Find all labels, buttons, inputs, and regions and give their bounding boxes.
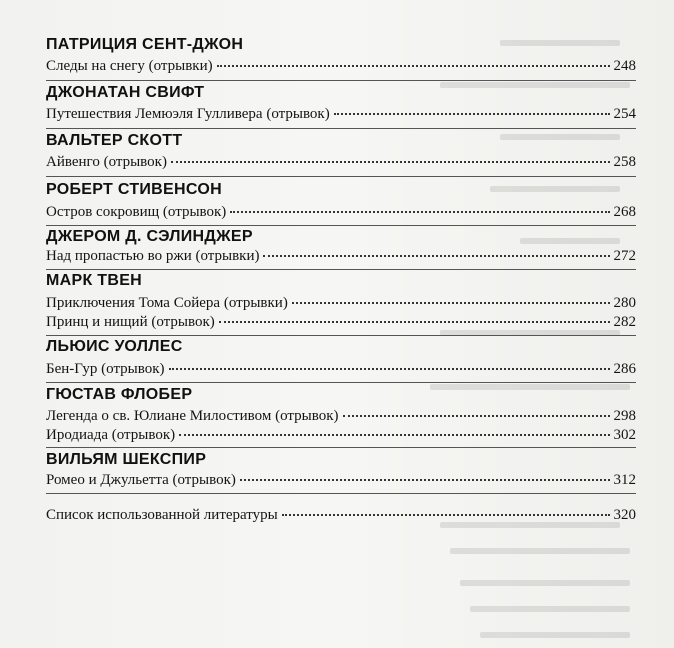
entry-page-number: 312 xyxy=(613,472,636,488)
leader-dots xyxy=(219,321,610,323)
toc-entry-bibliography[interactable] xyxy=(46,507,636,524)
toc-entry[interactable] xyxy=(46,58,636,75)
author-heading: МАРК ТВЕН xyxy=(46,272,143,289)
leader-dots xyxy=(240,479,610,481)
entry-title: Бен-Гур (отрывок) xyxy=(46,361,165,377)
leader-dots xyxy=(282,514,610,516)
divider xyxy=(46,382,636,383)
divider xyxy=(46,176,636,177)
entry-title: Легенда о св. Юлиане Милостивом (отрывок) xyxy=(46,408,339,424)
toc-entry[interactable] xyxy=(46,106,636,123)
author-heading: ВИЛЬЯМ ШЕКСПИР xyxy=(46,451,207,468)
entry-title: Следы на снегу (отрывки) xyxy=(46,58,213,74)
author-heading: ГЮСТАВ ФЛОБЕР xyxy=(46,386,193,403)
leader-dots xyxy=(230,211,609,213)
leader-dots xyxy=(343,415,610,417)
entry-title: Путешествия Лемюэля Гулливера (отрывок) xyxy=(46,106,330,122)
entry-page-number: 302 xyxy=(613,427,636,443)
toc-entry[interactable] xyxy=(46,408,636,425)
entry-title: Над пропастью во ржи (отрывки) xyxy=(46,248,260,264)
entry-page-number: 280 xyxy=(613,295,636,311)
leader-dots xyxy=(171,161,610,163)
author-heading: РОБЕРТ СТИВЕНСОН xyxy=(46,181,222,198)
leader-dots xyxy=(217,65,610,67)
entry-title: Список использованной литературы xyxy=(46,507,278,523)
entry-page-number: 272 xyxy=(613,248,636,264)
toc-entry[interactable] xyxy=(46,472,636,489)
divider xyxy=(46,447,636,448)
entry-page-number: 320 xyxy=(613,507,636,523)
entry-title: Айвенго (отрывок) xyxy=(46,154,167,170)
entry-page-number: 258 xyxy=(613,154,636,170)
leader-dots xyxy=(334,113,610,115)
leader-dots xyxy=(263,255,609,257)
toc-entry[interactable] xyxy=(46,314,636,331)
divider xyxy=(46,225,636,226)
leader-dots xyxy=(179,434,609,436)
leader-dots xyxy=(292,302,610,304)
author-heading: ДЖОНАТАН СВИФТ xyxy=(46,84,205,101)
entry-title: Иродиада (отрывок) xyxy=(46,427,176,443)
entry-page-number: 248 xyxy=(613,58,636,74)
leader-dots xyxy=(169,368,610,370)
toc-entry[interactable] xyxy=(46,361,636,378)
author-heading: ЛЬЮИС УОЛЛЕС xyxy=(46,338,183,355)
divider xyxy=(46,269,636,270)
toc-entry[interactable] xyxy=(46,154,636,171)
entry-page-number: 254 xyxy=(613,106,636,122)
entry-title: Ромео и Джульетта (отрывок) xyxy=(46,472,236,488)
entry-page-number: 268 xyxy=(613,204,636,220)
entry-title: Приключения Тома Сойера (отрывки) xyxy=(46,295,288,311)
toc-entry[interactable] xyxy=(46,427,636,444)
divider xyxy=(46,80,636,81)
entry-page-number: 282 xyxy=(613,314,636,330)
toc-entry[interactable] xyxy=(46,204,636,221)
entry-page-number: 298 xyxy=(613,408,636,424)
author-heading: ПАТРИЦИЯ СЕНТ-ДЖОН xyxy=(46,36,244,53)
toc-entry[interactable] xyxy=(46,248,636,265)
divider xyxy=(46,493,636,494)
entry-title: Остров сокровищ (отрывок) xyxy=(46,204,227,220)
entry-page-number: 286 xyxy=(613,361,636,377)
toc-entry[interactable] xyxy=(46,295,636,312)
divider xyxy=(46,128,636,129)
author-heading: ВАЛЬТЕР СКОТТ xyxy=(46,132,183,149)
author-heading: ДЖЕРОМ Д. СЭЛИНДЖЕР xyxy=(46,228,253,245)
entry-title: Принц и нищий (отрывок) xyxy=(46,314,215,330)
divider xyxy=(46,335,636,336)
